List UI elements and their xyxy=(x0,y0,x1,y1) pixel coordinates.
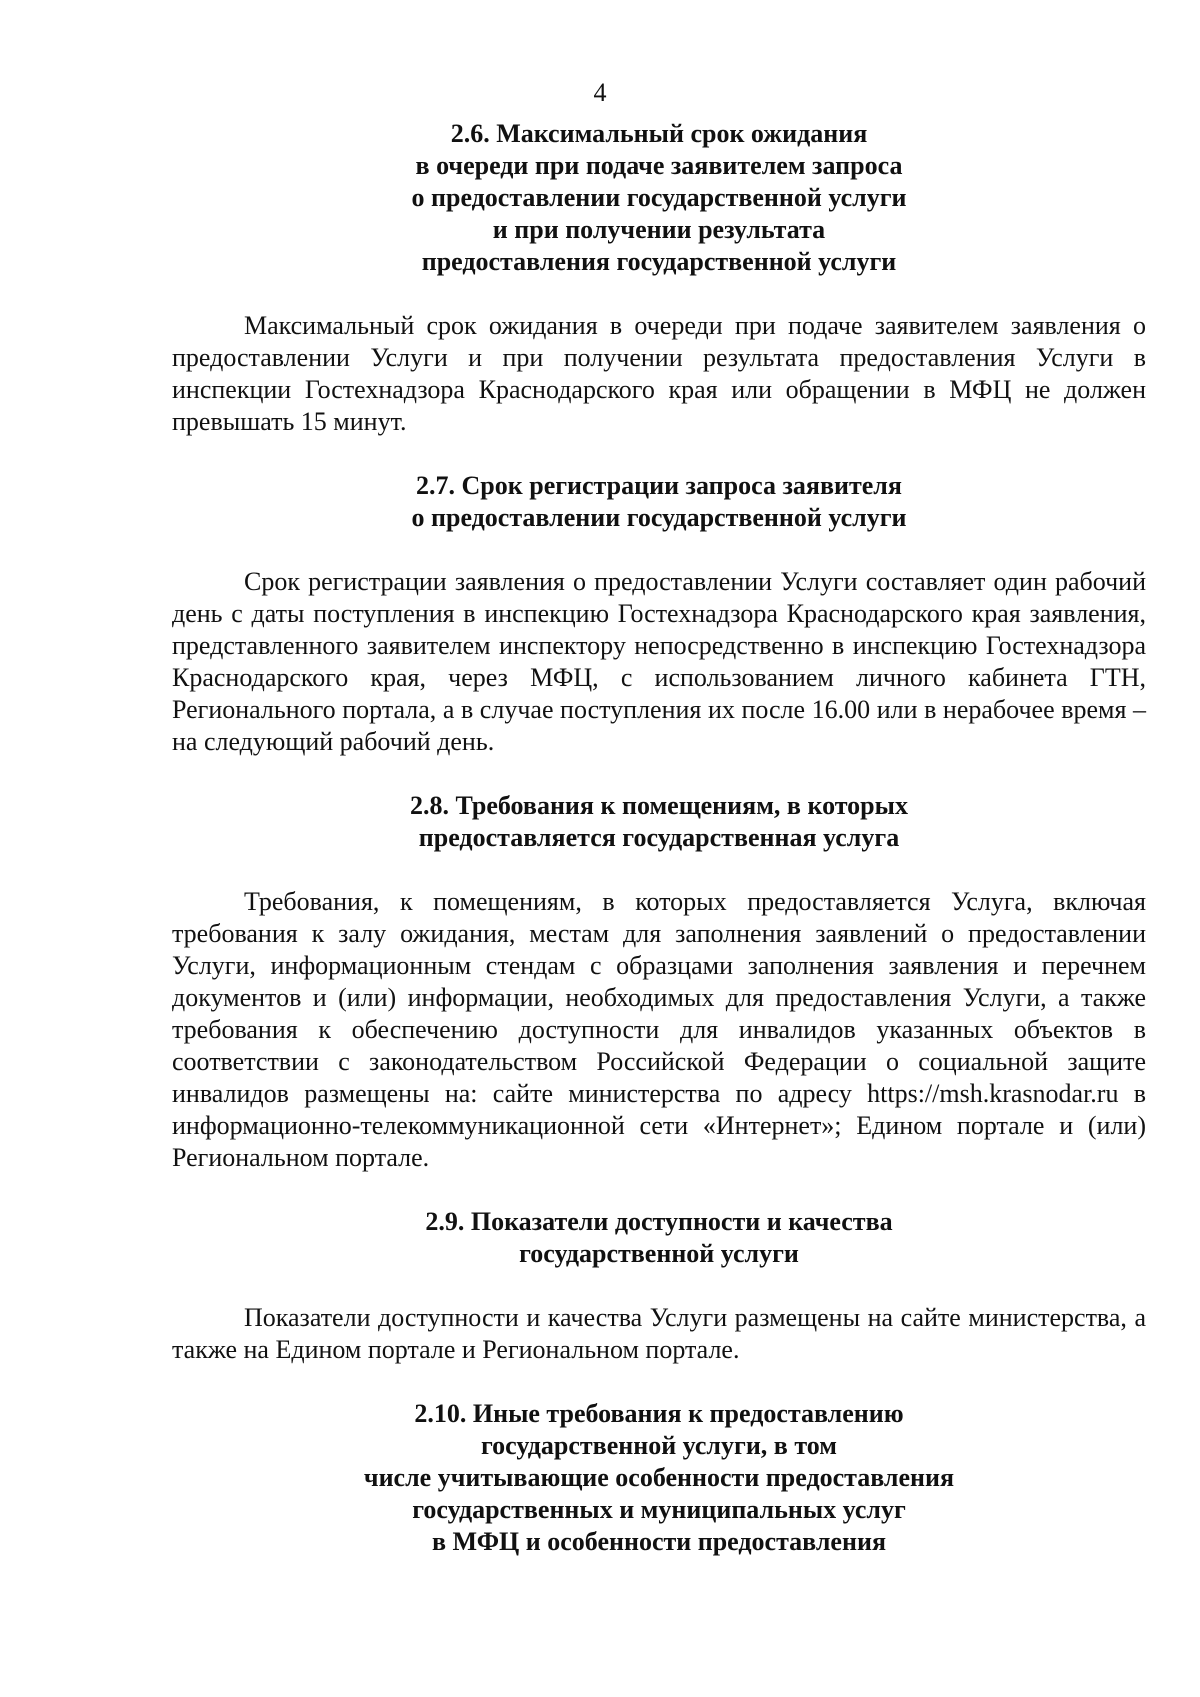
heading-line: предоставления государственной услуги xyxy=(421,247,897,276)
heading-line: в МФЦ и особенности предоставления xyxy=(431,1527,887,1556)
heading-line: о предоставлении государственной услуги xyxy=(411,183,907,212)
heading-line: 2.8. Требования к помещениям, в которых xyxy=(410,791,908,820)
heading-line: 2.6. Максимальный срок ожидания xyxy=(450,119,868,148)
heading-line: государственных и муниципальных услуг xyxy=(412,1495,906,1524)
section-body-2-9: Показатели доступности и качества Услуги размещены на сайте министерства, а также на Едином портале и Региональном портале. xyxy=(172,1303,1146,1364)
section-heading-2-6 xyxy=(172,118,1146,278)
heading-line: предоставляется государственная услуга xyxy=(418,823,900,852)
heading-line: 2.9. Показатели доступности и качества xyxy=(425,1207,893,1236)
section-body-2-8: Требования, к помещениям, в которых предоставляется Услуга, включая требования к залу ожидания, местам для заполнения заявлений о предоставлении Услуги, информационным стендам с образцами заполнения заявления и перечнем документов и (или) информации, необходимых для предоставления Услуги, а также требования к обеспечению доступности для инвалидов указанных объектов в соответствии с законодательством Российской Федерации о социальной защите инвалидов размещены на: сайте министерства по адресу https://msh.krasnodar.ru в информационно-телекоммуникационной сети «Интернет»; Едином портале и (или) Региональном портале. xyxy=(172,887,1146,1172)
heading-line: 2.10. Иные требования к предоставлению xyxy=(414,1399,904,1428)
heading-line: государственной услуги, в том xyxy=(481,1431,837,1460)
heading-line: государственной услуги xyxy=(519,1239,799,1268)
heading-line: 2.7. Срок регистрации запроса заявителя xyxy=(416,471,902,500)
section-heading-2-10 xyxy=(172,1398,1146,1558)
page-number: 4 xyxy=(593,78,607,107)
section-heading-2-9 xyxy=(172,1206,1146,1270)
heading-line: в очереди при подаче заявителем запроса xyxy=(415,151,903,180)
section-heading-2-7 xyxy=(172,470,1146,534)
document-content xyxy=(172,118,1146,1558)
section-body-2-7: Срок регистрации заявления о предоставлении Услуги составляет один рабочий день с даты поступления в инспекцию Гостехнадзора Краснодарского края заявления, представленного заявителем инспектору непосредственно в инспекцию Гостехнадзора Краснодарского края, через МФЦ, с использованием личного кабинета ГТН, Регионального портала, а в случае поступления их после 16.00 или в нерабочее время – на следующий рабочий день. xyxy=(172,567,1146,756)
heading-line: о предоставлении государственной услуги xyxy=(411,503,907,532)
section-heading-2-8 xyxy=(172,790,1146,854)
heading-line: числе учитывающие особенности предоставления xyxy=(363,1463,955,1492)
section-body-2-6: Максимальный срок ожидания в очереди при подаче заявителем заявления о предоставлении Услуги и при получении результата предоставления Услуги в инспекции Гостехнадзора Краснодарского края или обращении в МФЦ не должен превышать 15 минут. xyxy=(172,311,1146,436)
heading-line: и при получении результата xyxy=(492,215,826,244)
